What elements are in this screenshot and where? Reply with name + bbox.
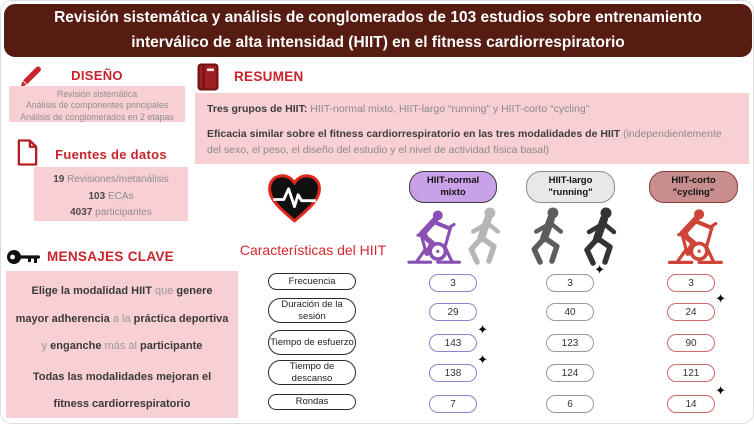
value-rondas-corto bbox=[667, 384, 726, 413]
diseno-line: Revisión sistemática bbox=[56, 89, 138, 99]
value-text: 90 bbox=[685, 337, 697, 349]
value-esfuerzo-mixto bbox=[429, 323, 488, 352]
column-header-hiit-largo-running bbox=[526, 171, 615, 203]
value-rondas-largo bbox=[546, 395, 594, 413]
diseno-line: Análisis de componentes principales bbox=[25, 100, 169, 111]
key-icon bbox=[6, 247, 42, 267]
value-text: 3 bbox=[450, 277, 456, 289]
mensajes-segment: práctica deportiva bbox=[133, 312, 229, 325]
sparkle-icon: ✦ bbox=[715, 292, 726, 307]
page-title: Revisión sistemática y análisis de conglomerados de 103 estudios sobre entrenamiento interválico de alta intensidad (HIIT) en el fitness cardiorrespiratorio bbox=[54, 9, 702, 51]
resumen-bold: Eficacia similar sobre el fitness cardiorrespiratorio en las tres modalidades de HIIT bbox=[207, 127, 621, 140]
value-text: 138 bbox=[444, 367, 462, 379]
value-duracion-corto bbox=[667, 292, 726, 321]
value-descanso-largo bbox=[546, 364, 594, 382]
value-esfuerzo-corto bbox=[667, 334, 715, 352]
fuentes-box bbox=[34, 167, 188, 221]
mensajes-paragraph-1 bbox=[14, 278, 230, 361]
cyclist-purple-icon bbox=[391, 206, 463, 268]
fuentes-value: 4037 bbox=[70, 207, 93, 218]
diseno-line: Análisis de conglomerados en 2 etapas bbox=[20, 111, 174, 122]
title-banner bbox=[4, 4, 752, 57]
sparkle-icon: ✦ bbox=[594, 263, 605, 278]
value-text: 121 bbox=[682, 367, 700, 379]
value-rondas-mixto bbox=[429, 395, 477, 413]
runner-gray-icon bbox=[462, 205, 508, 268]
value-frecuencia-largo bbox=[546, 263, 605, 292]
mensajes-paragraph-2: Todas las modalidades mejoran el fitness cardiorrespiratorio bbox=[32, 370, 212, 410]
value-text: 143 bbox=[444, 337, 462, 349]
row-label-duracion-sesion: Duración de la sesión bbox=[268, 298, 356, 323]
mensajes-heading: MENSAJES CLAVE bbox=[47, 249, 174, 264]
sparkle-icon: ✦ bbox=[477, 353, 488, 368]
mensajes-segment: Elige la modalidad HIIT bbox=[31, 285, 152, 297]
diseno-heading: DISEÑO bbox=[71, 68, 123, 83]
mensajes-segment: participante bbox=[140, 340, 203, 352]
sparkle-icon: ✦ bbox=[715, 384, 726, 399]
column-header-line: "cycling" bbox=[672, 187, 715, 198]
value-text: 3 bbox=[567, 277, 573, 289]
fuentes-item bbox=[34, 172, 188, 189]
resumen-paragraph-2 bbox=[207, 127, 737, 159]
column-header-line: HIIT-normal bbox=[426, 175, 480, 187]
fuentes-item bbox=[34, 189, 188, 206]
runner-dark-icon bbox=[577, 205, 625, 269]
value-descanso-corto bbox=[667, 364, 715, 382]
fuentes-label: ECAs bbox=[105, 190, 134, 202]
column-header-line: HIIT-largo bbox=[548, 175, 593, 187]
cyclist-red-icon bbox=[651, 205, 725, 268]
mensajes-box bbox=[6, 271, 238, 418]
value-esfuerzo-largo bbox=[546, 334, 594, 352]
column-header-hiit-normal-mixto bbox=[409, 171, 497, 203]
column-header-hiit-corto-cycling bbox=[649, 171, 738, 203]
value-text: 123 bbox=[561, 337, 579, 349]
value-frecuencia-mixto bbox=[429, 274, 477, 292]
fuentes-item bbox=[34, 205, 188, 222]
value-frecuencia-corto bbox=[667, 274, 715, 292]
value-text: 3 bbox=[688, 277, 694, 289]
resumen-paragraph-1 bbox=[207, 102, 737, 118]
value-text: 6 bbox=[567, 398, 573, 410]
value-descanso-mixto bbox=[429, 353, 488, 382]
resumen-heading: RESUMEN bbox=[234, 69, 304, 84]
resumen-bold: Tres grupos de HIIT: bbox=[207, 103, 308, 115]
heart-ecg-icon bbox=[266, 172, 323, 227]
fuentes-label: participantes bbox=[92, 207, 152, 218]
hiit-table-caption: Características del HIIT bbox=[239, 242, 387, 258]
row-label-frecuencia: Frecuencia bbox=[268, 273, 356, 290]
value-duracion-largo bbox=[546, 303, 594, 321]
fuentes-value: 103 bbox=[88, 190, 106, 202]
mensajes-segment: genere mayor adherencia bbox=[15, 285, 213, 325]
resumen-text: HIIT-normal mixto, HIIT-largo “running” y HIIT-corto “cycling” bbox=[307, 103, 590, 115]
mensajes-segment: a la bbox=[109, 312, 134, 325]
mensajes-segment: enganche bbox=[50, 340, 102, 352]
mensajes-segment: que bbox=[151, 285, 177, 297]
row-label-tiempo-esfuerzo: Tiempo de esfuerzo bbox=[268, 330, 356, 355]
mensajes-segment: más al bbox=[101, 340, 141, 352]
value-text: 7 bbox=[450, 398, 456, 410]
value-duracion-mixto bbox=[429, 303, 477, 321]
row-label-rondas: Rondas bbox=[268, 394, 356, 410]
diseno-box bbox=[9, 86, 185, 122]
value-text: 29 bbox=[447, 306, 459, 318]
fuentes-label: Revisiones/metanálisis bbox=[64, 174, 169, 185]
fuentes-value: 19 bbox=[53, 174, 65, 185]
column-header-line: HIIT-corto bbox=[671, 175, 716, 187]
value-text: 24 bbox=[685, 306, 697, 318]
value-text: 14 bbox=[685, 398, 697, 410]
book-icon bbox=[197, 63, 219, 91]
sparkle-icon: ✦ bbox=[477, 323, 488, 338]
resumen-box bbox=[195, 93, 749, 164]
fuentes-heading: Fuentes de datos bbox=[55, 147, 167, 162]
column-header-line: mixto bbox=[440, 187, 466, 198]
column-header-line: "running" bbox=[548, 187, 593, 198]
row-label-tiempo-descanso: Tiempo de descanso bbox=[268, 360, 356, 385]
resumen-text: (independientemente del sexo, el peso, el diseño del estudio y el nivel de actividad física basal) bbox=[207, 127, 722, 156]
value-text: 40 bbox=[564, 306, 576, 318]
mensajes-segment: y bbox=[41, 340, 51, 352]
runner-dark-icon bbox=[525, 205, 571, 268]
value-text: 124 bbox=[561, 367, 579, 379]
